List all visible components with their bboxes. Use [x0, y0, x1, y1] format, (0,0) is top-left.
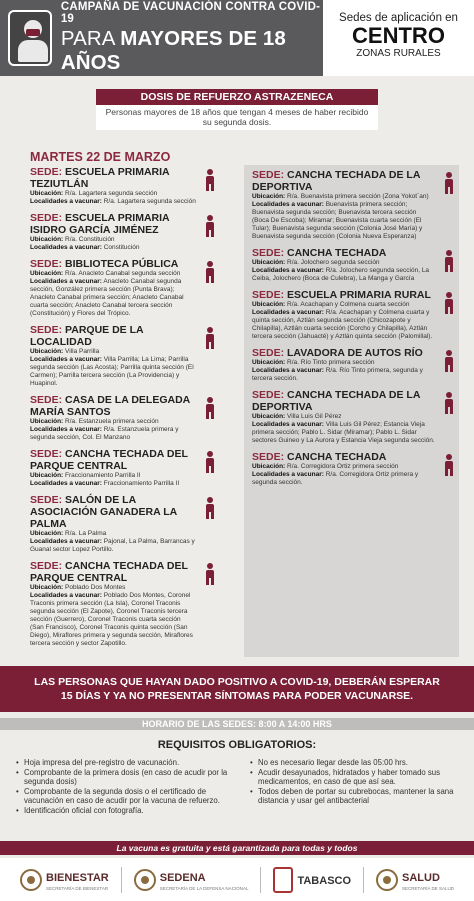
sede-entry [252, 289, 459, 341]
person-walking-icon [443, 250, 455, 272]
sede-localidades: Localidades a vacunar: R/a. Río Tinto primera, segunda y tercera sección. [252, 367, 423, 382]
requirement-item: • Acudir desayunados, hidratados y haber tomado sus medicamentos, en caso de que así sea. [250, 768, 460, 787]
sede-localidades: Localidades a vacunar: Constitución [30, 244, 140, 251]
person-walking-icon [204, 327, 216, 349]
sede-localidades: Localidades a vacunar: R/a. Lagartera segunda sección [30, 198, 196, 205]
sede-entry [30, 258, 220, 318]
sede-ubicacion: Ubicación: R/a. Corregidora Ortiz primera sección [252, 463, 399, 470]
sede-localidades: Localidades a vacunar: R/a. Acachapan y Colmena cuarta y quinta sección, Aztlán segunda sección (Chicozapote y Chilapilla), Aztlán cuarta sección (Corcho y Chilapilla), Aztlán tercera sección (Jahuacté) y Aztlán quinta sección (Palomillal). [252, 309, 433, 340]
sede-name: SEDE: ESCUELA PRIMARIA ISIDRO GARCÍA JIMÉNEZ [30, 212, 170, 236]
sede-name: SEDE: CANCHA TECHADA [252, 247, 387, 259]
person-walking-icon [443, 454, 455, 476]
sede-localidades: Localidades a vacunar: R/a. Estanzuela primera y segunda sección, Col. El Manzano [30, 426, 179, 441]
sede-name: SEDE: CANCHA TECHADA DEL PARQUE CENTRAL [30, 448, 188, 472]
sede-localidades: Localidades a vacunar: R/a. Corregidora Ortiz primera y segunda sección. [252, 471, 419, 486]
sede-entry [252, 347, 459, 383]
requirement-item: • Comprobante de la primera dosis (en caso de acudir por la segunda dosis) [16, 768, 238, 787]
divider [363, 867, 364, 893]
sede-entry [30, 394, 220, 442]
requirements-title: REQUISITOS OBLIGATORIOS: [157, 739, 317, 751]
sede-name: SEDE: CANCHA TECHADA DE LA DEPORTIVA [252, 169, 421, 193]
sede-ubicacion: Ubicación: Villa Parrilla [30, 348, 100, 355]
positive-warning-banner [0, 666, 474, 712]
requirement-item: • Identificación oficial con fotografía. [16, 806, 238, 816]
sede-entry [252, 389, 459, 445]
sede-localidades: Localidades a vacunar: Fraccionamiento Parrilla II [30, 480, 180, 487]
dosis-box [96, 89, 378, 130]
sede-ubicacion: Ubicación: R/a. Río Tinto primera sección [252, 359, 375, 366]
positive-warning-line2: 15 DÍAS Y YA NO PRESENTAR SÍNTOMAS PARA PODER VACUNARSE. [60, 690, 414, 702]
left-sede-column [30, 166, 220, 654]
free-vaccine-banner: La vacuna es gratuita y está garantizada para todas y todos [0, 841, 474, 855]
header [0, 0, 474, 76]
sede-entry [30, 166, 220, 206]
sede-name: SEDE: LAVADORA DE AUTOS RÍO [252, 347, 423, 359]
sede-entry [30, 212, 220, 252]
logo-bienestar: BIENESTAR SECRETARÍA DE BIENESTAR [20, 868, 109, 891]
sede-name: SEDE: PARQUE DE LA LOCALIDAD [30, 324, 144, 348]
requirement-item: • Todos deben de portar su cubrebocas, mantener la sana distancia y usar gel antibacterial [250, 787, 460, 806]
sede-localidades: Localidades a vacunar: Anacleto Canabal segunda sección, González primera sección (Punta Brava); Anacleto Canabal primera sección; Anacleto Canabal cuarta sección; Anacleto Canabal tercera sección (Constitución) y Flores del Trópico. [30, 278, 184, 317]
person-walking-icon [204, 397, 216, 419]
sede-name: SEDE: BIBLIOTECA PÚBLICA [30, 258, 179, 270]
sede-ubicacion: Ubicación: R/a. Lagartera segunda sección [30, 190, 158, 197]
divider [121, 867, 122, 893]
right-sede-column [244, 165, 459, 657]
sedes-label: Sedes de aplicación en [339, 12, 458, 24]
sede-entry [252, 247, 459, 283]
requirements-left-list [16, 758, 238, 815]
campaign-title: CAMPAÑA DE VACUNACIÓN CONTRA COVID-19 [60, 1, 321, 25]
sede-localidades: Localidades a vacunar: Villa Luis Gil Pérez; Estancia Vieja primera sección; Pablo L. Sidar (Miramar); Pablo L. Sidar sectores Guineo y La Aurora y Estancia Vieja segunda sección. [252, 421, 435, 444]
sede-entry [30, 494, 220, 554]
sedes-region: CENTRO [352, 23, 445, 48]
sede-localidades: Localidades a vacunar: Poblado Dos Montes, Coronel Traconis primera sección (La Isla), Coronel Traconis segunda sección (El Zapote), Coronel Traconis tercera sección (Guerrero), Coronel Traconis cuarta sección (San Francisco), Coronel Traconis quinta sección (San Diego), Miraflores primera y segunda sección, Miraflores tercera sección y sector Zapotillo. [30, 592, 193, 647]
requirement-item: • Comprobante de la segunda dosis o el certificado de vacunación en caso de acudir por la vacuna de refuerzo. [16, 787, 238, 806]
sede-name: SEDE: CANCHA TECHADA DEL PARQUE CENTRAL [30, 560, 188, 584]
person-walking-icon [443, 172, 455, 194]
logo-salud: SALUD SECRETARÍA DE SALUD [376, 868, 454, 891]
person-walking-icon [443, 350, 455, 372]
sede-ubicacion: Ubicación: R/a. Acachapan y Colmena cuarta sección [252, 301, 410, 308]
positive-warning-line1: LAS PERSONAS QUE HAYAN DADO POSITIVO A COVID-19, DEBERÁN ESPERAR [34, 676, 440, 688]
person-walking-icon [204, 497, 216, 519]
sede-ubicacion: Ubicación: R/a. Jolochero segunda sección [252, 259, 380, 266]
requirement-item: • Hoja impresa del pre-registro de vacunación. [16, 758, 238, 768]
sede-name: SEDE: CASA DE LA DELEGADA MARÍA SANTOS [30, 394, 190, 418]
sede-name: SEDE: ESCUELA PRIMARIA RURAL [252, 289, 431, 301]
person-walking-icon [204, 261, 216, 283]
sede-localidades: Localidades a vacunar: Villa Parrilla; La Lima; Parrilla segunda sección (Las Acosta); Parrilla quinta sección (El Carmen); Parrilla tercera sección (La Providencia) y Huapinol. [30, 356, 194, 387]
person-walking-icon [204, 451, 216, 473]
sedes-box [323, 0, 474, 76]
person-walking-icon [443, 392, 455, 414]
person-walking-icon [204, 169, 216, 191]
sede-entry [252, 451, 459, 487]
person-walking-icon [204, 215, 216, 237]
dosis-description: Personas mayores de 18 años que tengan 4 meses de haber recibido su segunda dosis. [105, 107, 369, 127]
date-heading: MARTES 22 DE MARZO [30, 150, 171, 164]
sede-name: SEDE: CANCHA TECHADA [252, 451, 387, 463]
sede-entry [30, 560, 220, 648]
sede-ubicacion: Ubicación: R/a. Constitución [30, 236, 115, 243]
sede-ubicacion: Ubicación: R/a. La Palma [30, 530, 107, 537]
logos-bar [0, 858, 474, 901]
eagle-seal-icon [376, 869, 398, 891]
sede-ubicacion: Ubicación: R/a. Buenavista primera sección (Zona Yokot´an) [252, 193, 429, 200]
divider [260, 867, 261, 893]
campaign-subtitle: PARA MAYORES DE 18 AÑOS [60, 27, 286, 74]
sede-ubicacion: Ubicación: R/a. Anacleto Canabal segunda sección [30, 270, 181, 277]
header-banner [0, 0, 323, 76]
sede-name: SEDE: ESCUELA PRIMARIA TEZIUTLÁN [30, 166, 170, 190]
sede-name: SEDE: SALÓN DE LA ASOCIACIÓN GANADERA LA PALMA [30, 494, 177, 530]
logo-sedena: SEDENA SECRETARÍA DE LA DEFENSA NACIONAL [134, 868, 249, 891]
sede-localidades: Localidades a vacunar: Pajonal, La Palma, Barrancas y Guanal sector Lopez Portillo. [30, 538, 195, 553]
person-walking-icon [443, 292, 455, 314]
sede-localidades: Localidades a vacunar: R/a. Jolochero segunda sección, La Ceiba, Jolochero (Boca de Culebra), La Manga y García [252, 267, 430, 282]
person-walking-icon [204, 563, 216, 585]
sede-name: SEDE: CANCHA TECHADA DE LA DEPORTIVA [252, 389, 421, 413]
sede-entry [30, 324, 220, 388]
sede-entry [252, 169, 459, 241]
eagle-seal-icon [20, 869, 42, 891]
sede-ubicacion: Ubicación: Fraccionamiento Parrilla II [30, 472, 141, 479]
tabasco-shield-icon [273, 867, 293, 893]
sedes-subregion: ZONAS RURALES [356, 48, 441, 59]
requirements-right-list [250, 758, 460, 806]
logo-tabasco: TABASCO [273, 867, 351, 893]
schedule-bar: HORARIO DE LAS SEDES: 8:00 A 14:00 HRS [0, 718, 474, 730]
vaccinated-person-icon [8, 10, 52, 66]
sede-ubicacion: Ubicación: Poblado Dos Montes [30, 584, 126, 591]
eagle-seal-icon [134, 869, 156, 891]
requirement-item: • No es necesario llegar desde las 05:00 hrs. [250, 758, 460, 768]
sede-ubicacion: Ubicación: R/a. Estanzuela primera sección [30, 418, 159, 425]
sede-localidades: Localidades a vacunar: Buenavista primera sección; Buenavista segunda sección; Buenavista tercera sección (Boca De Escoba); Miramar; Buenavista cuarta sección (El Tular); Buenavista segunda sección (Colonia José María) y Buenavista segunda sección (Colonia Nueva Esperanza) [252, 201, 423, 240]
sede-ubicacion: Ubicación: Villa Luis Gil Pérez [252, 413, 342, 420]
dosis-title: DOSIS DE REFUERZO ASTRAZENECA [96, 89, 378, 105]
sede-entry [30, 448, 220, 488]
